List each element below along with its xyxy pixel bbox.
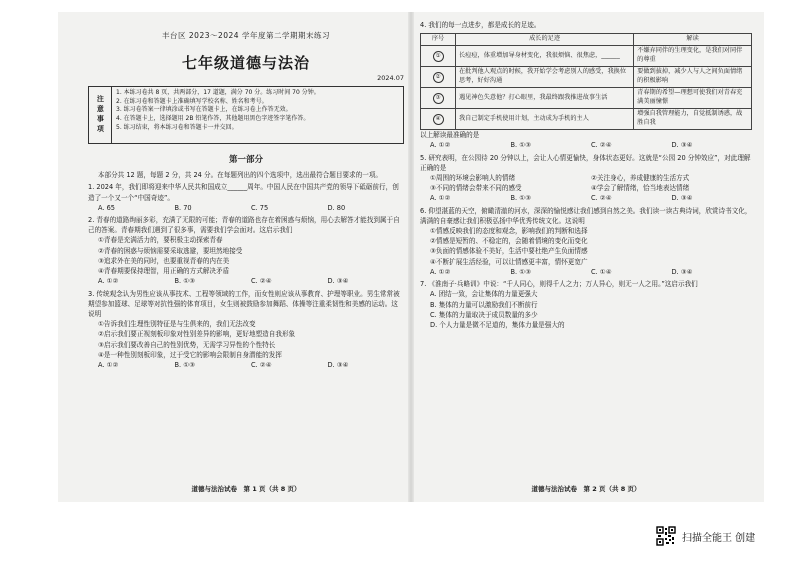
exam-header: 丰台区 2023～2024 学年度第二学期期末练习 — [162, 31, 330, 40]
statement-item: ④青春期要保持理智，用正确的方式解决矛盾 — [98, 267, 230, 276]
statement-item: ①情感反映我们的态度和观念，影响我们的判断和选择 — [430, 227, 588, 236]
question-stem: 6. 仰望湛蓝的天空，俯瞰清澈的河水，深深的愉悦感让我们感到自然之美。我们读一读古典诗词，欣赏诗书文化，满满的自豪感让我们积极弘扬中华优秀传统文化。这说明 — [420, 206, 752, 225]
question-stem: 7. 《淮南子·兵略训》中说：“千人同心，则得千人之力；万人异心，则无一人之用。”这启示我们 — [420, 280, 698, 289]
table-cell: 在批判他人观点的时候，我开始学会考虑别人的感受，我换位思考，好好沟通 — [456, 67, 634, 88]
option-a: A. ①② — [98, 277, 119, 286]
row-number: ② — [433, 72, 444, 83]
answer-options — [88, 360, 404, 370]
notice-box — [88, 86, 404, 144]
notice-item: 4. 在答题卡上，选择题用 2B 铅笔作答，其他题用黑色字迹签字笔作答。 — [116, 115, 310, 122]
row-number: ④ — [433, 114, 444, 125]
exam-title: 七年级道德与法治 — [181, 53, 310, 72]
option-b: B. ①③ — [510, 267, 532, 276]
option-a: A. 65 — [98, 203, 115, 212]
table-cell: 增强自我管理能力，自觉抵制诱惑，战胜自我 — [634, 109, 752, 130]
question-3 — [88, 289, 404, 371]
answer-options — [420, 140, 752, 150]
table-row — [421, 46, 752, 67]
option-d: D. ③④ — [671, 194, 693, 203]
statement-item: ③不同的情绪会带来不同的感受 — [430, 184, 522, 193]
table-row — [421, 109, 752, 130]
answer-option: C. 集体的力量取决于成员数量的多少 — [430, 310, 538, 319]
option-a: A. ①② — [430, 194, 451, 203]
statement-row — [420, 173, 752, 183]
table-cell: 遇见神色失意他？打心眼里，我最终跟我推进故事生活 — [456, 88, 634, 109]
answer-options — [88, 203, 404, 213]
statement-item: ②情感是短暂的、不稳定的，会随着情境的变化而变化 — [430, 237, 588, 246]
page-footer: 道德与法治试卷 第 2 页（共 8 页） — [531, 484, 641, 493]
notice-item: 5. 练习结束，将本练习卷和答题卡一并交回。 — [116, 123, 238, 131]
answer-option: A. 团结一致，会让集体的力量更强大 — [430, 290, 538, 299]
page-fold — [408, 12, 414, 502]
part-title: 第一部分 — [228, 154, 263, 165]
option-d: D. ③④ — [327, 277, 349, 286]
column-header: 解读 — [634, 34, 752, 46]
question-stem: 2. 青春的道路绚丽多彩，充满了无限的可能；青春的道路也存在着困惑与烦恼，用心去解答才能找到属于自己的答案。青春期我们遇到了很多事，需要我们学会面对。这启示我们 — [88, 215, 400, 235]
question-stem: 5. 研究表明，在公园待 20 分钟以上，会让人心情更愉快，身体状态更好。这就是“公园 20 分钟效应”，对此理解正确的是 — [420, 153, 751, 172]
question-stem: 1. 2024 年，我们即将迎来中华人民共和国成立______周年。中国人民在中国共产党的领导下砥砺前行，创造了一个又一个“中国奇迹”。 — [88, 183, 399, 202]
scanner-watermark — [656, 526, 755, 546]
answer-option: B. 集体的力量可以激励我们不断前行 — [430, 300, 538, 309]
column-header: 序号 — [421, 34, 456, 46]
question-5 — [420, 153, 752, 204]
growth-table — [420, 33, 752, 130]
answer-options — [420, 267, 752, 277]
option-c: C. ②④ — [591, 141, 612, 150]
statement-item: ①周围的环境会影响人的情绪 — [430, 173, 516, 182]
statement-item: ④是一种性别刻板印象，过于受它的影响会限制自身潜能的发挥 — [98, 350, 282, 359]
notice-item: 3. 练习卷答案一律填涂或书写在答题卡上，在练习卷上作答无效。 — [116, 106, 292, 114]
notice-item: 1. 本练习卷共 8 页，共两部分，17 道题，满分 70 分。练习时间 70 分钟。 — [116, 88, 320, 96]
question-2 — [88, 215, 404, 287]
statement-item: ④学会了解情绪，恰当地表达情绪 — [591, 184, 690, 193]
option-b: B. ①③ — [174, 277, 196, 286]
option-a: A. ①② — [98, 361, 119, 370]
option-b: B. ①③ — [510, 141, 532, 150]
option-a: A. ①② — [430, 141, 451, 150]
option-c: C. ②④ — [251, 277, 272, 286]
answer-options — [88, 276, 404, 286]
option-d: D. ③④ — [671, 141, 693, 150]
table-cell: 不嫌弃同伴的生理变化，是我们对同伴的尊重 — [634, 46, 752, 67]
statement-item: ①告诉我们生理性别特征是与生俱来的，我们无法改变 — [98, 320, 256, 329]
table-header-row — [421, 34, 752, 46]
question-stem: 4. 我们的每一点进步，都是成长的足迹。 — [420, 21, 541, 29]
option-d: D. ③④ — [671, 267, 693, 276]
question-prompt: 以上解读最准确的是 — [420, 131, 480, 140]
row-number: ① — [433, 51, 444, 62]
option-c: C. ②④ — [591, 194, 612, 203]
exam-date: 2024.07 — [377, 73, 404, 82]
table-row — [421, 88, 752, 109]
page-footer: 道德与法治试卷 第 1 页（共 8 页） — [191, 484, 301, 493]
qr-code-icon — [656, 526, 676, 546]
answer-option: D. 个人力量是微不足道的，集体力量是强大的 — [430, 321, 565, 330]
statement-item: ①青春是充满活力的，要积极主动探索青春 — [98, 236, 223, 245]
table-cell: 长痘痘，体重增加导身材变化，我很烦恼、很焦虑，______ — [456, 46, 634, 67]
column-header: 成长的足迹 — [456, 34, 634, 46]
statement-row — [420, 183, 752, 193]
answer-options — [420, 193, 752, 203]
statement-item: ②关注身心，养成健康的生活方式 — [591, 173, 690, 182]
exam-page-2 — [420, 12, 752, 502]
notice-items — [112, 87, 324, 143]
option-b: B. 70 — [174, 203, 192, 212]
part-intro: 本部分共 12 题，每题 2 分，共 24 分。在每题列出的四个选项中，选出最符合题目要求的一项。 — [97, 171, 383, 180]
statement-item: ③负面的情感体验不美好，生活中要杜绝产生负面情感 — [430, 247, 588, 256]
statement-item: ③追求外在美的同时，也要重视青春的内在美 — [98, 256, 230, 265]
option-a: A. ①② — [430, 267, 451, 276]
table-cell: 青春期的希望—理想可使我们对青春充满美丽憧憬 — [634, 88, 752, 109]
notice-label: 注意事项 — [89, 87, 112, 143]
table-cell: 我自己制定手机使用计划，主动成为手机的主人 — [456, 109, 634, 130]
option-c: C. ①④ — [591, 267, 612, 276]
statement-item: ②青春的困惑与烦恼需要采取逃避，要坦然地接受 — [98, 246, 243, 255]
question-1 — [88, 182, 404, 213]
statement-item: ③启示我们要改善自己的性别优势，无需学习异性的个性特长 — [98, 340, 276, 349]
question-6 — [420, 206, 752, 278]
statement-item: ④不断扩展生活经验，可以让情感更丰富，情怀更宽广 — [430, 257, 588, 266]
option-c: C. 75 — [251, 203, 269, 212]
table-cell: 要做到拔掉，减少人与人之间负面情绪的积极影响 — [634, 67, 752, 88]
option-b: B. ①③ — [510, 194, 532, 203]
statement-item: ②启示我们要正视刻板印象对性别差异的影响，更好地塑造自我形象 — [98, 330, 296, 339]
option-d: D. ③④ — [327, 361, 349, 370]
table-row — [421, 67, 752, 88]
notice-item: 2. 在练习卷和答题卡上准确填写学校名称、姓名和考号。 — [116, 97, 268, 105]
question-7 — [420, 279, 752, 330]
question-stem: 3. 传统观念认为男性应该从事技术、工程等领域的工作，而女性则应该从事教育、护理等职业。男生常常被期望参加篮球、足球等对抗性强的体育项目，女生则被鼓励参加舞蹈、体操等注重柔韧性和美感的运动。这说明 — [88, 289, 400, 318]
exam-page-1 — [88, 12, 404, 502]
option-c: C. ②④ — [251, 361, 272, 370]
question-4 — [420, 20, 752, 151]
watermark-text: 扫描全能王 创建 — [682, 532, 756, 544]
scanned-exam-sheet — [58, 12, 764, 502]
row-number: ③ — [433, 93, 444, 104]
option-d: D. 80 — [327, 203, 346, 212]
option-b: B. ①③ — [174, 361, 196, 370]
